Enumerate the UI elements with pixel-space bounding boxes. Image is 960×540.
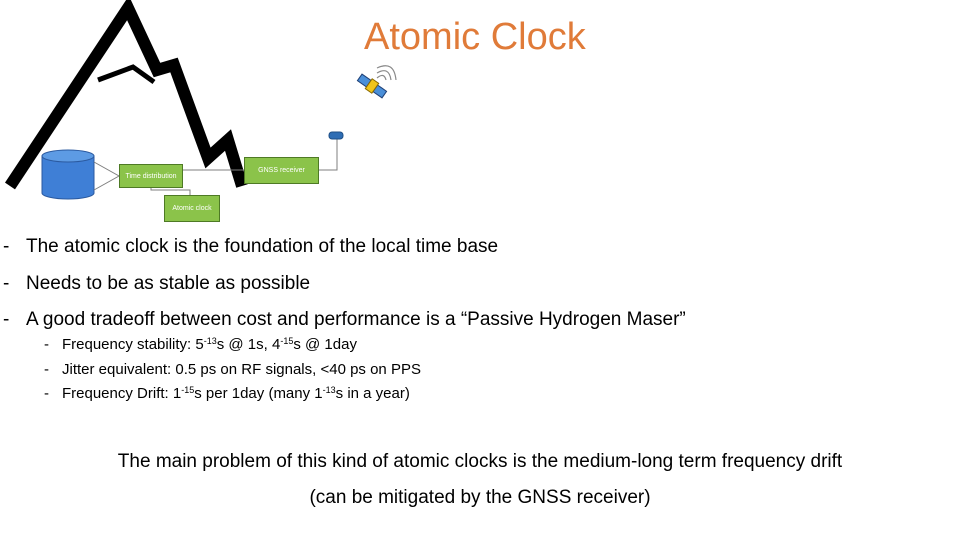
database-cylinder-icon [42, 150, 94, 199]
bullet-text: The atomic clock is the foundation of the local time base [26, 236, 499, 257]
atomic-clock-label: Atomic clock [172, 205, 212, 212]
sub-bullet-drift: - Frequency Drift: $1^{-15}s$ per 1day (many $1^{-13}s$ in a year) [44, 385, 410, 402]
clock-diagram [0, 0, 960, 230]
gnss-receiver-box [244, 157, 319, 184]
atomic-clock-box [164, 195, 220, 222]
time-distribution-label: Time distribution [125, 172, 177, 180]
sub-bullet-jitter: - Jitter equivalent: 0.5 ps on RF signals, <40 ps on PPS [44, 360, 421, 378]
bullet-item: - Needs to be as stable as possible [3, 272, 311, 294]
antenna-icon [329, 132, 343, 139]
bullet-text: A good tradeoff between cost and performance is a “Passive Hydrogen Maser” [26, 309, 686, 330]
connector-atomic-to-time-distribution [151, 188, 190, 195]
satellite-icon [356, 72, 387, 99]
conclusion-line-1: The main problem of this kind of atomic clocks is the medium-long term frequency drift [117, 451, 843, 472]
conclusion-line-2: (can be mitigated by the GNSS receiver) [309, 487, 651, 508]
bullet-item: - The atomic clock is the foundation of the local time base [3, 236, 499, 257]
mountain-inner-peak [98, 67, 154, 82]
main-bullet-list [0, 229, 686, 339]
bullet-item: - A good tradeoff between cost and performance is a “Passive Hydrogen Maser” [3, 309, 686, 330]
connector-cylinder-to-time-distribution [94, 162, 119, 190]
bullet-text: Needs to be as stable as possible [26, 272, 311, 294]
gnss-receiver-label: GNSS receiver [258, 167, 305, 174]
time-distribution-box [119, 164, 183, 188]
connector-gnss-to-antenna [319, 139, 337, 170]
slide-title: Atomic Clock [364, 16, 586, 58]
sub-bullet-list [0, 333, 421, 407]
sub-bullet-stability: - Frequency stability: $5^{-13}s$ @ 1s, $4^{-15}s$ @ 1day [44, 336, 357, 353]
signal-waves-icon [377, 66, 396, 80]
conclusion-text [0, 444, 960, 516]
